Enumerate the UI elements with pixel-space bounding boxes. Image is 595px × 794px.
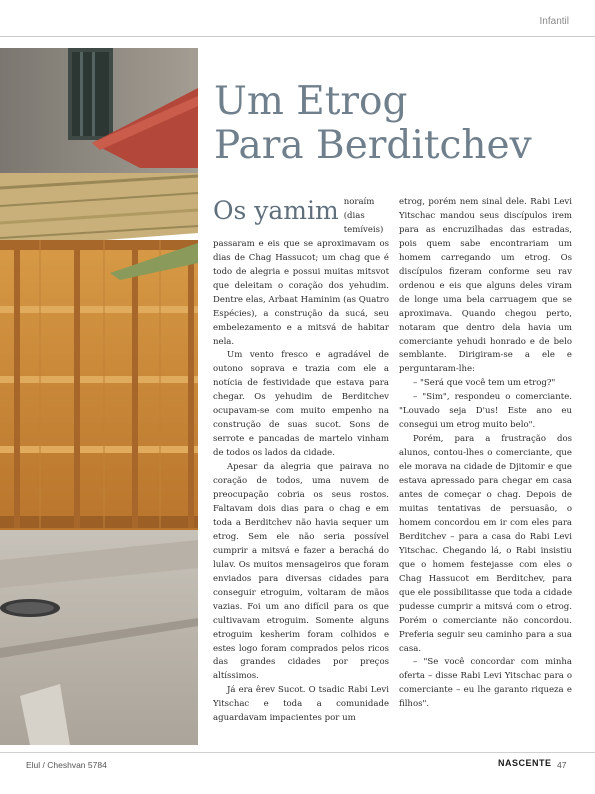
paragraph-text: noraím (dias temíveis) passaram e eis que se aproximavam os dias de Chag Hassucot; um chag que é todo de alegria e possui muitas mitsvot que deleitam o coração dos yehudim. Dentre elas, Arbaat Haminim (as Quatro Espécies), a construção da sucá, seu embelezamento e a mitsvá de habitar nela. xyxy=(213,197,389,347)
title-line-2: Para Berditchev xyxy=(214,123,532,168)
dialogue-line: – "Será que você tem um etrog?" xyxy=(413,378,556,389)
header-rule xyxy=(0,36,595,37)
article-column-2 xyxy=(399,196,572,712)
paragraph: Apesar da alegria que pairava no coração de todos, uma nuvem de preocupação cobria os seus rostos. Faltavam dois dias para o chag e em toda a Berditchev não havia sequer um etrog. Sem ele não seria possível cumprir a mitsvá e fazer a berachá do lulav. Os muitos mensageiros que foram enviados para diversas cidades para conseguir etroguim, voltaram de mãos vazias. Foi um ano difícil para os que cultivavam etroguim. Somente alguns etroguim kesherim foram colhidos e estes logo foram comprados pelos ricos das grandes cidades por preços altíssimos. xyxy=(213,462,389,682)
paragraph: Um vento fresco e agradável de outono soprava e trazia com ele a notícia de festividade que estava para chegar. Os yehudim de Berditchev ocupavam-se com muito empenho na construção de suas sucot. Sons de serrote e pancadas de martelo vinham de todos os lados da cidade. xyxy=(213,350,389,459)
dialogue-line: – "Se você concordar com minha oferta – disse Rabi Levi Yitschac para o comerciante – eu lhe garanto riqueza e filhos". xyxy=(399,657,572,710)
footer-rule xyxy=(0,752,595,753)
issue-label: Elul / Cheshvan 5784 xyxy=(26,760,107,770)
article-column-1 xyxy=(213,196,389,726)
paragraph: Porém, para a frustração dos alunos, contou-lhes o comerciante, que ele morava na cidade de Djitomir e que estava apressado para chegar em casa antes de começar o chag. Depois de muitas tentativas de persuasão, o homem concordou em ir com eles para Berditchev – para a casa do Rabi Levi Yitschac. Chegando lá, o Rabi insistiu que o homem festejasse com eles o Chag Hassucot em Berditchev, para que ele possibilitasse que toda a cidade pudesse cumprir a mitsvá com o etrog. Porém o comerciante não concordou. Preferia seguir seu caminho para a sua casa. xyxy=(399,434,572,654)
paragraph: etrog, porém nem sinal dele. Rabi Levi Yitschac mandou seus discípulos irem para as encruzilhadas das estradas, pois quem sabe encontrariam um homem carregando um etrog. Os discípulos fizeram conforme seu rav ordenou e eis que alguns deles viram de longe uma bela carruagem que se aproximava. Quando chegou perto, notaram que dentro dela havia um comerciante yehudi honrado e de belo semblante. Dirigiram-se a ele e perguntaram-lhe: xyxy=(399,197,572,375)
title-line-1: Um Etrog xyxy=(214,79,408,124)
magazine-logo: NASCENTE xyxy=(498,758,552,768)
dialogue-line: – "Sim", respondeu o comerciante. "Louvado seja D'us! Este ano eu consegui um etrog muito belo". xyxy=(399,392,572,431)
paragraph xyxy=(213,196,389,349)
section-label: Infantil xyxy=(539,16,569,27)
article-title xyxy=(214,80,574,168)
page-number: 47 xyxy=(557,760,567,770)
paragraph: Já era êrev Sucot. O tsadic Rabi Levi Yitschac e toda a comunidade aguardavam impacientes por um xyxy=(213,685,389,724)
drop-word: Os yamim xyxy=(213,196,339,225)
article-photo-sukkah xyxy=(0,48,198,745)
